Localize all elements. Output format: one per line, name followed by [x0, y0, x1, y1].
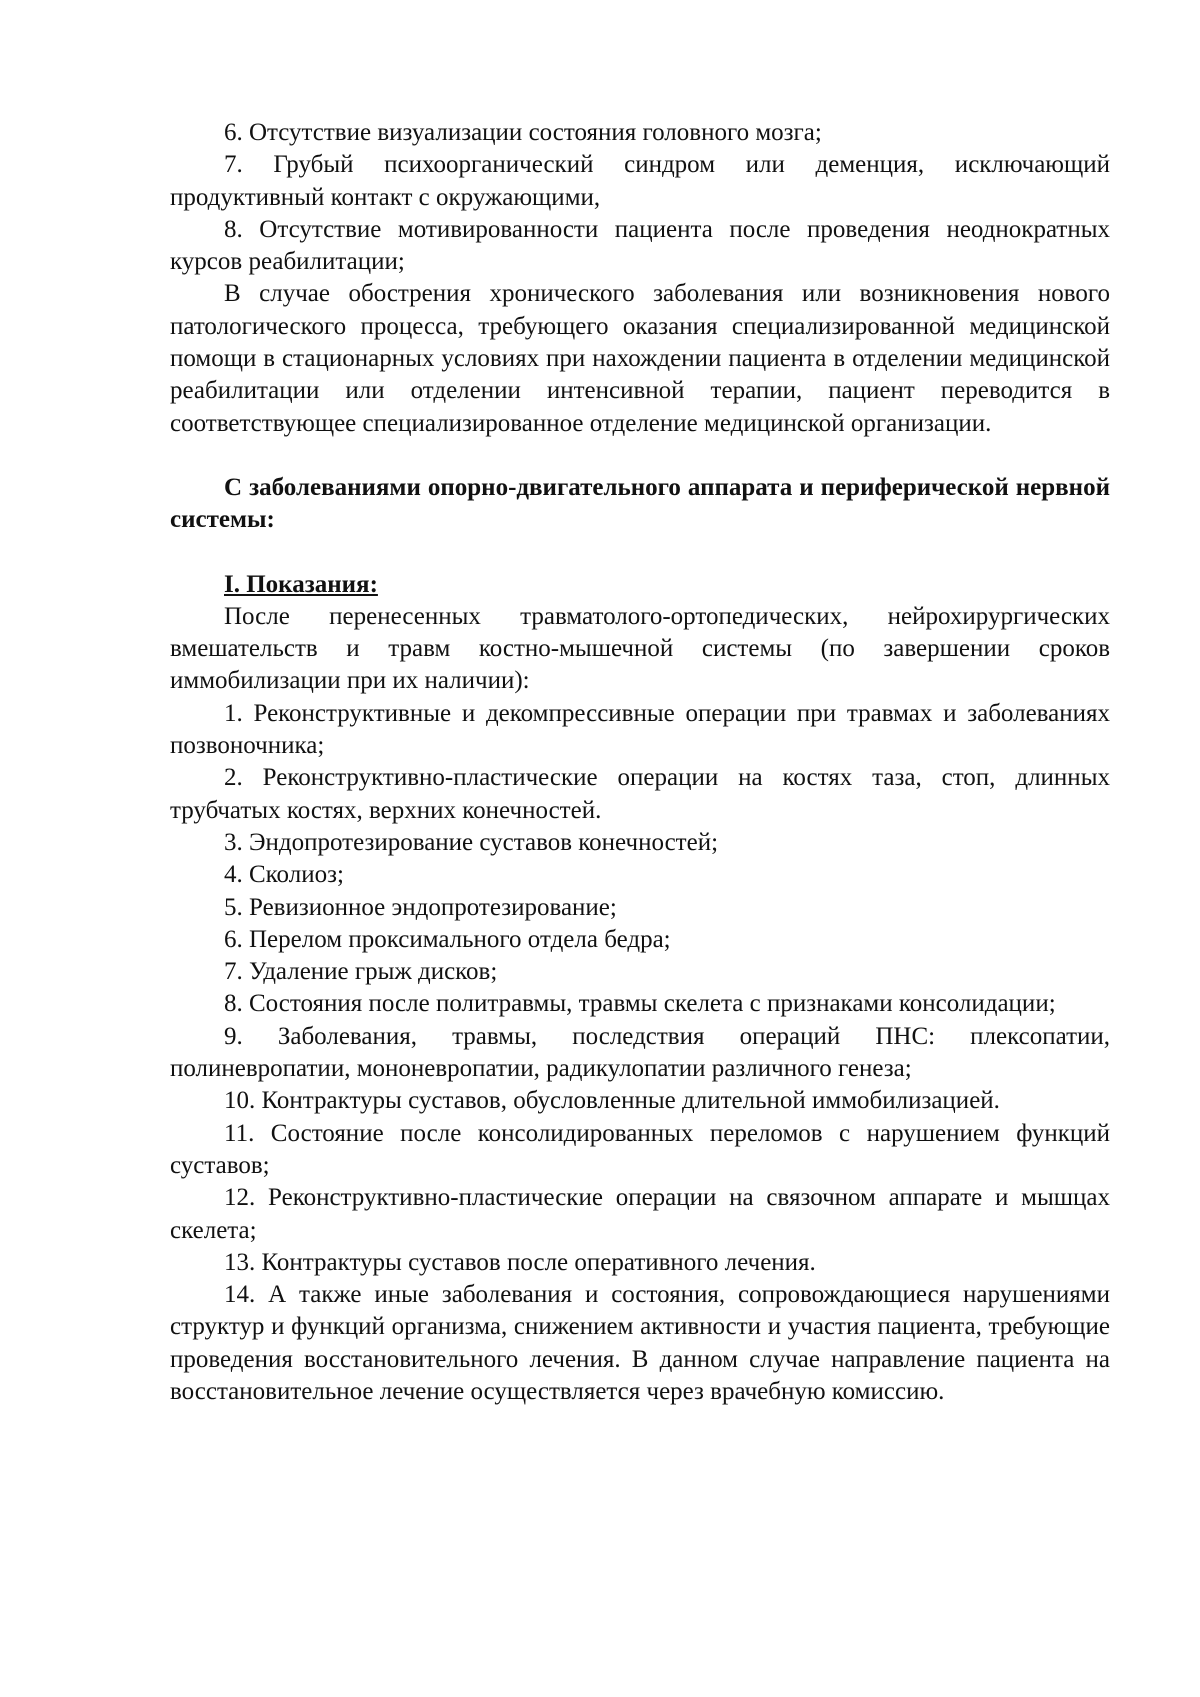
paragraph-item-7: 7. Грубый психоорганический синдром или деменция, исключающий продуктивный контакт с окружающими, [170, 151, 1110, 211]
indications-heading [170, 569, 1110, 601]
spacer [170, 440, 1110, 472]
indication-item: 12. Реконструктивно-пластические операции на связочном аппарате и мышцах скелета; [170, 1184, 1110, 1244]
paragraph-item-6: 6. Отсутствие визуализации состояния головного мозга; [224, 119, 822, 146]
indication-item: 10. Контрактуры суставов, обусловленные длительной иммобилизацией. [224, 1087, 1000, 1115]
indication-item: 8. Состояния после политравмы, травмы скелета с признаками консолидации; [224, 990, 1056, 1018]
indication-item: 5. Ревизионное эндопротезирование; [224, 893, 617, 921]
paragraph-transfer-note: В случае обострения хронического заболевания или возникновения нового патологического процесса, требующего оказания специализированной медицинской помощи в стационарных условиях при нахождении пациента в отделении медицинской реабилитации или отделении интенсивной терапии, пациент переводится в соответствующее специализированное отделение медицинской организации. [170, 280, 1110, 437]
document-page [170, 117, 1110, 1408]
indication-item: 6. Перелом проксимального отдела бедра; [224, 925, 671, 953]
indication-item: 13. Контрактуры суставов после оперативного лечения. [224, 1248, 816, 1276]
indication-item: 3. Эндопротезирование суставов конечностей; [224, 828, 719, 856]
indication-item: 11. Состояние после консолидированных переломов с нарушением функций суставов; [170, 1119, 1110, 1179]
indications-heading-text: I. Показания: [224, 570, 378, 598]
indication-item: 4. Сколиоз; [224, 861, 344, 889]
indication-item: 14. А также иные заболевания и состояния, сопровождающиеся нарушениями структур и функций организма, снижением активности и участия пациента, требующие проведения восстановительного лечения. В данном случае направление пациента на восстановительное лечение осуществляется через врачебную комиссию. [170, 1281, 1110, 1405]
indications-intro: После перенесенных травматолого-ортопедических, нейрохирургических вмешательств и травм костно-мышечной системы (по завершении сроков иммобилизации при их наличии): [170, 602, 1110, 695]
indication-item: 1. Реконструктивные и декомпрессивные операции при травмах и заболеваниях позвоночника; [170, 699, 1110, 760]
section-heading: С заболеваниями опорно-двигательного аппарата и периферической нервной системы: [170, 473, 1110, 534]
indication-item: 7. Удаление грыж дисков; [224, 958, 498, 986]
spacer [170, 537, 1110, 569]
indication-item: 2. Реконструктивно-пластические операции на костях таза, стоп, длинных трубчатых костях, верхних конечностей. [170, 764, 1110, 824]
indication-item: 9. Заболевания, травмы, последствия операций ПНС: плексопатии, полиневропатии, мононевропатии, радикулопатии различного генеза; [170, 1022, 1110, 1083]
paragraph-item-8: 8. Отсутствие мотивированности пациента после проведения неоднократных курсов реабилитации; [170, 215, 1110, 276]
